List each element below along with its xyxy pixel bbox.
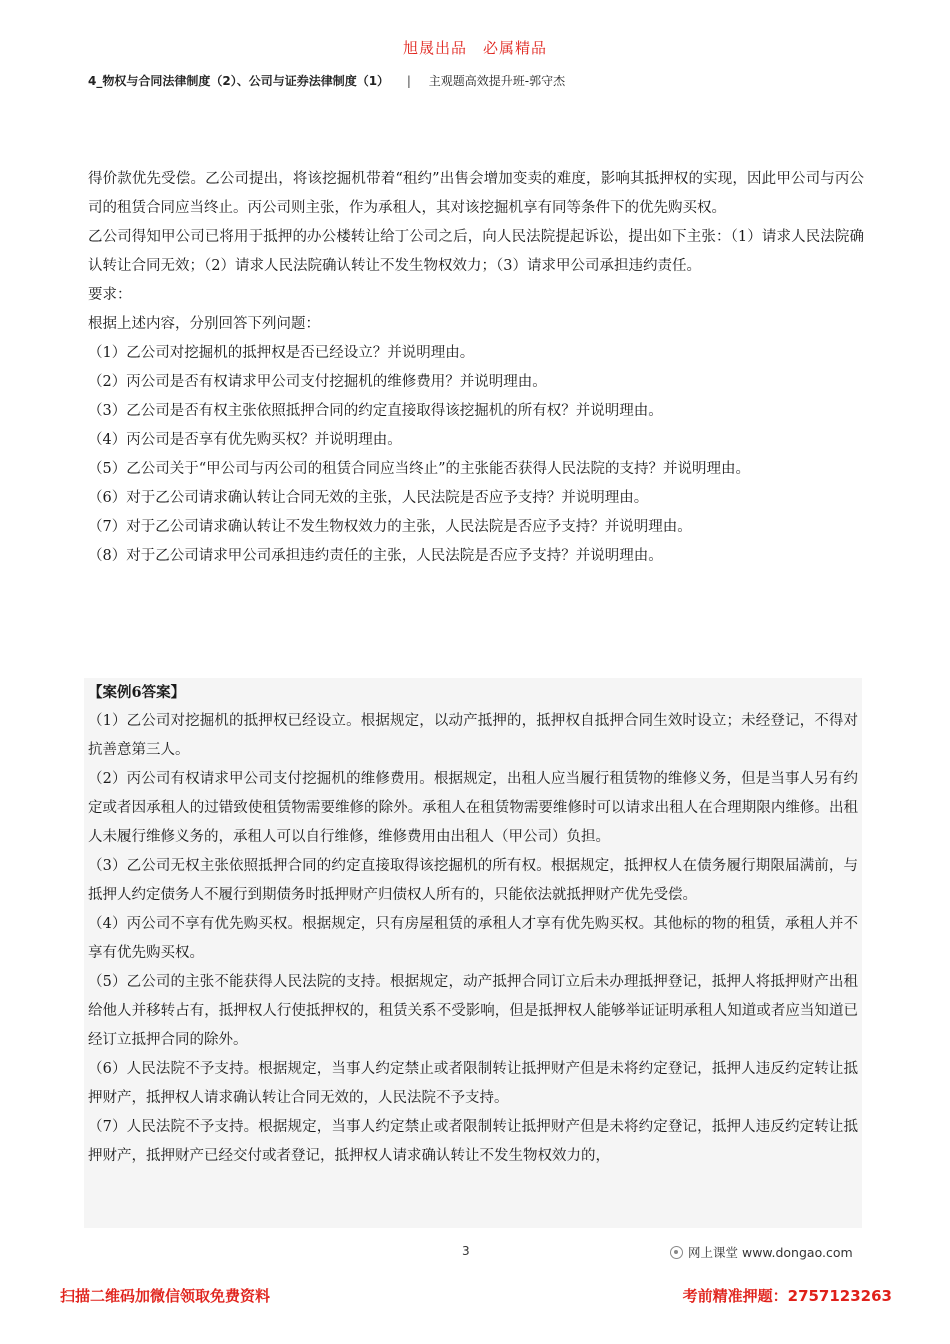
answer-item: （7）人民法院不予支持。根据规定，当事人约定禁止或者限制转让抵押财产但是未将约定登记，抵押人违反约定转让抵押财产，抵押财产已经交付或者登记，抵押权人请求确认转让不发生物权效力的， <box>88 1119 858 1164</box>
header-separator: | <box>406 74 411 88</box>
answer-item: （4）丙公司不享有优先购买权。根据规定，只有房屋租赁的承租人才享有优先购买权。其他标的物的租赁，承租人并不享有优先购买权。 <box>88 916 858 961</box>
question-item: （3）乙公司是否有权主张依照抵押合同的约定直接取得该挖掘机的所有权？并说明理由。 <box>88 403 663 419</box>
answer-item: （6）人民法院不予支持。根据规定，当事人约定禁止或者限制转让抵押财产但是未将约定登记，抵押人违反约定转让抵押财产，抵押权人请求确认转让合同无效的，人民法院不予支持。 <box>88 1061 858 1106</box>
question-body <box>88 165 864 571</box>
header-course-title: 4_物权与合同法律制度（2）、公司与证券法律制度（1） <box>88 74 390 88</box>
answer-item: （5）乙公司的主张不能获得人民法院的支持。根据规定，动产抵押合同订立后未办理抵押登记，抵押人将抵押财产出租给他人并移转占有，抵押权人行使抵押权的，租赁关系不受影响，但是抵押权人能够举证证明承租人知道或者应当知道已经订立抵押合同的除外。 <box>88 974 858 1048</box>
paragraph: 得价款优先受偿。乙公司提出，将该挖掘机带着“租约”出售会增加变卖的难度，影响其抵押权的实现，因此甲公司与丙公司的租赁合同应当终止。丙公司则主张，作为承租人，其对该挖掘机享有同等条件下的优先购买权。 <box>88 171 864 216</box>
question-item: （1）乙公司对挖掘机的抵押权是否已经设立？并说明理由。 <box>88 345 475 361</box>
question-item: （8）对于乙公司请求甲公司承担违约责任的主张，人民法院是否应予支持？并说明理由。 <box>88 548 663 564</box>
page-number: 3 <box>462 1244 470 1258</box>
question-item: （6）对于乙公司请求确认转让合同无效的主张，人民法院是否应予支持？并说明理由。 <box>88 490 649 506</box>
logo-icon <box>670 1246 683 1259</box>
answer-item: （2）丙公司有权请求甲公司支付挖掘机的维修费用。根据规定，出租人应当履行租赁物的维修义务，但是当事人另有约定或者因承租人的过错致使租赁物需要维修的除外。承租人在租赁物需要维修时可以请求出租人在合理期限内维修。出租人未履行维修义务的，承租人可以自行维修，维修费用由出租人（甲公司）负担。 <box>88 771 858 845</box>
footer-promo-left: 扫描二维码加微信领取免费资料 <box>60 1287 271 1305</box>
footer-promo-right: 考前精准押题：2757123263 <box>682 1287 892 1305</box>
page-header <box>88 72 890 89</box>
question-item: （5）乙公司关于“甲公司与丙公司的租赁合同应当终止”的主张能否获得人民法院的支持？并说明理由。 <box>88 461 751 477</box>
header-class-name: 主观题高效提升班-郭守杰 <box>428 74 566 88</box>
requirement-label: 要求： <box>88 287 132 303</box>
question-item: （2）丙公司是否有权请求甲公司支付挖掘机的维修费用？并说明理由。 <box>88 374 547 390</box>
paragraph: 根据上述内容，分别回答下列问题： <box>88 316 320 332</box>
question-item: （7）对于乙公司请求确认转让不发生物权效力的主张，人民法院是否应予支持？并说明理由。 <box>88 519 692 535</box>
logo-text: 网上课堂 www.dongao.com <box>688 1245 853 1260</box>
site-logo <box>670 1243 853 1261</box>
answer-item: （3）乙公司无权主张依照抵押合同的约定直接取得该挖掘机的所有权。根据规定，抵押权人在债务履行期限届满前，与抵押人约定债务人不履行到期债务时抵押财产归债权人所有的，只能依法就抵押财产优先受偿。 <box>88 858 858 903</box>
paragraph: 乙公司得知甲公司已将用于抵押的办公楼转让给丁公司之后，向人民法院提起诉讼，提出如下主张：（1）请求人民法院确认转让合同无效；（2）请求人民法院确认转让不发生物权效力；（3）请求甲公司承担违约责任。 <box>88 229 864 274</box>
answer-title: 【案例6答案】 <box>88 684 186 701</box>
answer-item: （1）乙公司对挖掘机的抵押权已经设立。根据规定，以动产抵押的，抵押权自抵押合同生效时设立；未经登记，不得对抗善意第三人。 <box>88 713 858 758</box>
banner-title: 旭晟出品 必属精品 <box>402 39 547 57</box>
answer-section <box>84 678 862 1228</box>
question-item: （4）丙公司是否享有优先购买权？并说明理由。 <box>88 432 402 448</box>
